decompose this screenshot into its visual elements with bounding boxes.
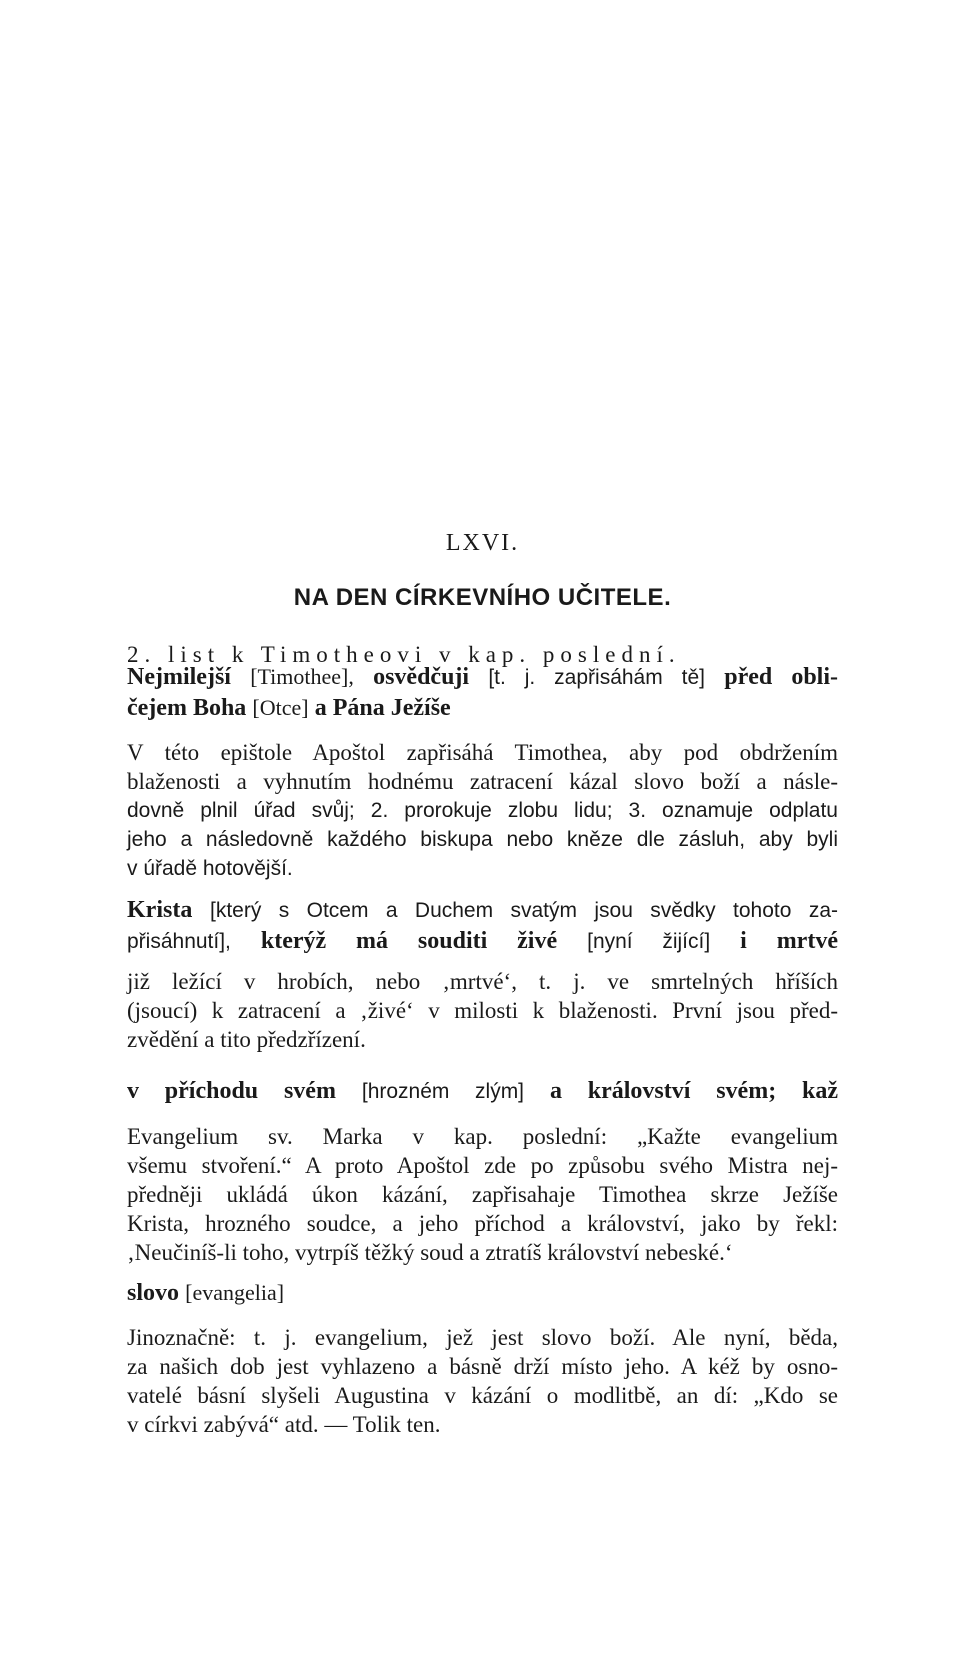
lemma-2-word-f: i mrtvé [740,928,838,954]
comment-2-line-3: zvědění a tito předzřízení. [127,1027,366,1052]
comment-2 [127,967,838,1054]
lemma-3-word-c: a království svém; kaž [549,1078,838,1104]
comment-4-line-2: za našich dob jest vyhlazeno a básně drží místo jeho. A kéž by osno- [127,1354,838,1379]
lemma-4-line-1 [127,1278,838,1308]
comment-3-line-1: Evangelium sv. Marka v kap. poslední: „Kažte evangelium [127,1124,838,1149]
page [127,0,838,1653]
comment-4-line-4: v církvi zabývá“ atd. — Tolik ten. [127,1412,441,1437]
comment-3-line-2: všemu stvoření.“ A proto Apoštol zde po způsobu svého Mistra nej- [127,1153,838,1178]
lemma-3-word-a: v příchodu svém [127,1078,336,1104]
comment-3 [127,1122,838,1267]
comment-4-line-3: vatelé básní slyšeli Augustina v kázání o modlitbě, an dí: „Kdo se [127,1383,838,1408]
comment-1-line-2: blaženosti a vyhnutím hodnému zatracení kázal slovo boží a násle- [127,769,838,794]
lemma-2-word-a: Krista [127,897,193,923]
comment-1 [127,738,838,883]
lemma-4 [127,1278,838,1308]
comment-3-line-4: Krista, hrozného soudce, a jeho příchod a království, jako by řekl: [127,1211,838,1236]
lemma-2-line-1 [127,895,838,926]
lemma-1-word-a: Nejmilejší [127,664,231,690]
comment-3-line-5: ‚Neučiníš-li toho, vytrpíš těžký soud a ztratíš království nebeské.‘ [127,1240,733,1265]
lemma-1-bracket-d: [t. j. zapřisáhám tě] [488,666,705,689]
lemma-4-word-a: slovo [127,1280,180,1306]
chapter-title: NA DEN CÍRKEVNÍHO UČITELE. [293,584,672,611]
lemma-3-bracket-b: [hrozném zlým] [361,1080,525,1103]
lemma-2-word-d: kterýž má souditi živé [260,928,558,954]
comment-1-line-5: v úřadě hotovější. [127,857,293,880]
lemma-2-bracket-e: [nyní žijící] [587,930,711,953]
lemma-1-bracket-b: [Timothee], [250,664,354,689]
lemma-1-line-1 [127,662,838,693]
comment-1-line-1: V této epištole Apoštol zapřisáhá Timothea, aby pod obdržením [127,740,838,765]
comment-4 [127,1323,838,1439]
comment-1-line-4: jeho a následovně každého biskupa nebo kněze dle zásluh, aby byli [127,828,838,851]
lemma-3-line-1 [127,1076,838,1107]
chapter-number: LXVI. [445,530,520,556]
lemma-1-word-f: čejem Boha [127,695,247,721]
lemma-1-word-c: osvědčuji [373,664,470,690]
lemma-1 [127,662,838,723]
lemma-1-word-e: před obli- [724,664,838,690]
comment-3-line-3: předněji ukládá úkon kázání, zapřisahaje Timothea skrze Ježíše [127,1182,838,1207]
comment-2-line-1: již ležící v hrobích, nebo ‚mrtvé‘, t. j. ve smrtelných hříších [127,969,838,994]
lemma-2 [127,895,838,957]
comment-2-line-2: (jsoucí) k zatracení a ‚živé‘ v milosti k blaženosti. První jsou před- [127,998,838,1023]
lemma-2-bracket-c: přisáhnutí], [127,930,231,953]
lemma-2-line-2 [127,926,838,957]
lemma-4-bracket-b: [evangelia] [185,1280,285,1305]
lemma-1-bracket-g: [Otce] [252,695,309,720]
comment-1-line-3: dovně plnil úřad svůj; 2. prorokuje zlobu lidu; 3. oznamuje odplatu [127,799,838,822]
lemma-2-bracket-b: [který s Otcem a Duchem svatým jsou svědky tohoto za- [210,899,838,922]
lemma-3 [127,1076,838,1107]
lemma-1-word-h: a Pána Ježíše [314,695,451,721]
lemma-1-line-2 [127,693,838,723]
chapter-source: 2. list k Timotheovi v kap. poslední. [127,642,681,667]
comment-4-line-1: Jinoznačně: t. j. evangelium, jež jest slovo boží. Ale nyní, běda, [127,1325,838,1350]
